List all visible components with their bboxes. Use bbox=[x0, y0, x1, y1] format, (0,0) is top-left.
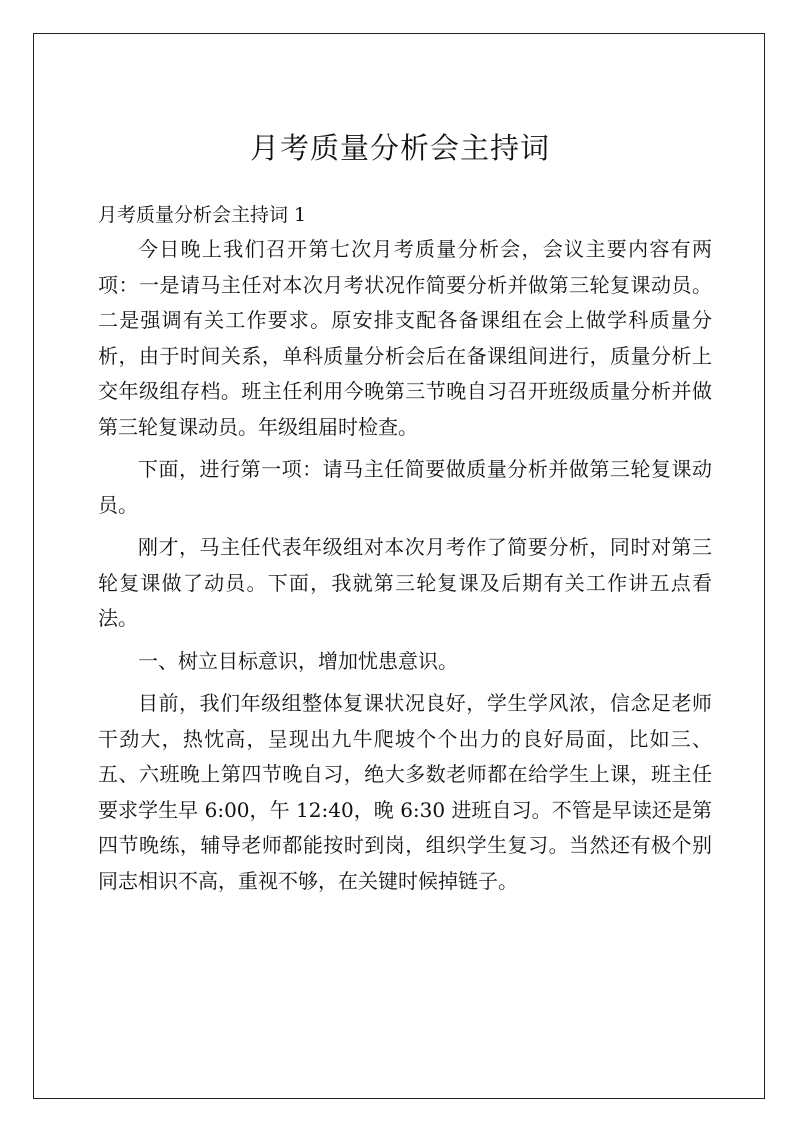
paragraph-4: 一、树立目标意识，增加忧患意识。 bbox=[138, 648, 458, 673]
paragraph-2: 下面，进行第一项：请马主任简要做质量分析并做第三轮复课动员。 bbox=[98, 457, 712, 517]
document-title: 月考质量分析会主持词 bbox=[249, 131, 550, 165]
document-subtitle: 月考质量分析会主持词 1 bbox=[98, 204, 307, 226]
document-body bbox=[98, 232, 712, 906]
paragraph-3: 刚才，马主任代表年级组对本次月考作了简要分析，同时对第三轮复课做了动员。下面，我就第三轮复课及后期有关工作讲五点看法。 bbox=[98, 535, 712, 630]
paragraph-1: 今日晚上我们召开第七次月考质量分析会，会议主要内容有两项：一是请马主任对本次月考状况作简要分析并做第三轮复课动员。二是强调有关工作要求。原安排支配各备课组在会上做学科质量分析，由于时间关系，单科质量分析会后在备课组间进行，质量分析上交年级组存档。班主任利用今晚第三节晚自习召开班级质量分析并做第三轮复课动员。年级组届时检查。 bbox=[98, 237, 712, 439]
paragraph-5: 目前，我们年级组整体复课状况良好，学生学风浓，信念足老师干劲大，热忱高，呈现出九牛爬坡个个出力的良好局面，比如三、五、六班晚上第四节晚自习，绝大多数老师都在给学生上课，班主任要求学生早 6:00，午 12:40，晚 6:30 进班自习。不管是早读还是第四节晚练，辅导老师都能按时到岗，组织学生复习。当然还有极个别同志相识不高，重视不够，在关键时候掉链子。 bbox=[98, 691, 712, 893]
